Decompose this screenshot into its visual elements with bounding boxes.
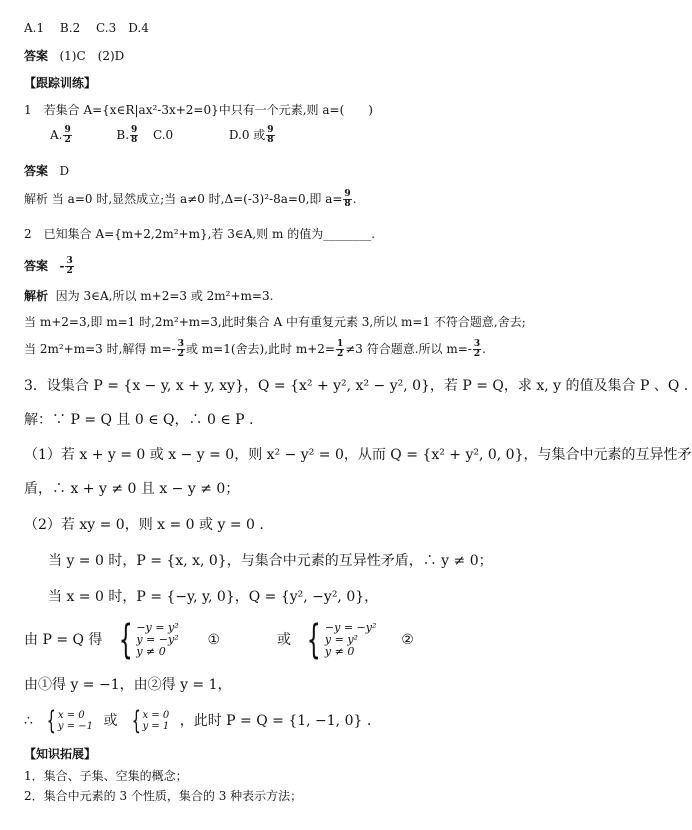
frac-num: 1	[336, 339, 344, 349]
analysis-2-line	[24, 288, 273, 304]
part-2-line-2: 当 y = 0 时，P = {x, x, 0}，与集合中元素的互异性矛盾，∴ y ≠ 0；	[48, 553, 493, 569]
system-line	[24, 618, 414, 662]
answer-label: 答案	[24, 49, 49, 63]
question-1: 1 若集合 A={x∈R|ax²-3x+2=0}中只有一个元素,则 a=( )	[24, 103, 373, 117]
knowledge-heading: 【知识拓展】	[24, 747, 97, 761]
equation-system-2	[301, 617, 377, 663]
final-line	[24, 706, 371, 736]
answer-2-line	[24, 163, 69, 179]
frac-den: 2	[473, 349, 481, 359]
result-line: 由①得 y = −1，由②得 y = 1，	[24, 677, 232, 693]
case-2-mid2: ≠3 符合题意.所以 m=-	[345, 342, 472, 356]
frac-den: 8	[131, 135, 138, 145]
fraction-3-2	[473, 340, 481, 359]
brace-icon: {	[47, 706, 57, 736]
brace-icon: {	[131, 706, 141, 736]
fraction-9-8	[130, 126, 138, 145]
system-row: y = −y²	[136, 633, 179, 646]
system-row: y ≠ 0	[324, 645, 355, 658]
tracking-heading: 【跟踪训练】	[24, 76, 97, 90]
frac-num: 9	[344, 189, 351, 199]
part-2-line-3: 当 x = 0 时，P = {−y, y, 0}，Q = {y², −y², 0}，	[48, 589, 379, 605]
minus-sign: -	[59, 259, 65, 273]
fraction-1-2	[336, 340, 344, 359]
equation-tag-2: ②	[401, 632, 414, 648]
system-prefix: 由 P = Q 得	[24, 632, 103, 648]
answer-3-line	[24, 257, 75, 276]
top-options	[24, 20, 149, 36]
final-system-2	[128, 708, 169, 734]
question-1-options	[50, 126, 276, 145]
case-2-pre: 当 2m²+m=3 时,解得 m=-	[24, 342, 176, 356]
or-word: 或	[276, 632, 291, 648]
analysis-1-line: 解析 当 a=0 时,显然成立;当 a≠0 时,Δ=(-3)²-8a=0,即 a= $\frac{9}{8}$ .	[24, 189, 357, 209]
solution-intro: 解：∵ P = Q 且 0 ∈ Q，∴ 0 ∈ P .	[24, 412, 254, 428]
options-text: A.1 B.2 C.3 D.4	[24, 21, 149, 35]
brace-icon: {	[307, 617, 322, 663]
knowledge-item-1: 1．集合、子集、空集的概念；	[24, 769, 188, 783]
equation-system-1	[113, 617, 179, 663]
frac-den: 8	[267, 135, 274, 145]
case-1: 当 m+2=3,即 m=1 时,2m²+m=3,此时集合 A 中有重复元素 3,所以 m=1 不符合题意,舍去;	[24, 315, 526, 329]
system-row: −y = y²	[136, 621, 179, 634]
case-2-mid: 或 m=1(舍去),此时 m+2=	[185, 342, 335, 356]
analysis-text: 因为 3∈A,所以 m+2=3 或 2m²+m=3.	[55, 289, 274, 303]
system-row: x = 0	[57, 710, 85, 721]
knowledge-item-2: 2．集合中元素的 3 个性质，集合的 3 种表示方法；	[24, 789, 303, 803]
answer-label: 答案	[24, 164, 49, 178]
final-suffix: ，此时 P = Q = {1, −1, 0} .	[179, 713, 372, 729]
fraction-9-8	[343, 190, 351, 209]
system-row: x = 0	[142, 710, 170, 721]
part-2-line-1: （2）若 xy = 0，则 x = 0 或 y = 0 .	[24, 517, 264, 533]
frac-den: 2	[64, 135, 71, 145]
question-2: 2 已知集合 A={m+2,2m²+m},若 3∈A,则 m 的值为________.	[24, 227, 376, 241]
option-a-label: A.	[50, 128, 63, 142]
system-row: y = −1	[57, 721, 94, 732]
analysis-label: 解析	[24, 289, 49, 303]
frac-den: 2	[66, 266, 73, 276]
frac-num: 9	[131, 125, 138, 135]
option-b-label: B.	[116, 128, 130, 142]
analysis-text: 当 a=0 时,显然成立;当 a≠0 时,Δ=(-3)²-8a=0,即 a=	[51, 192, 343, 206]
frac-den: 8	[344, 199, 351, 209]
fraction-3-2	[65, 257, 73, 276]
fraction-9-2	[63, 126, 71, 145]
case-2: 当 2m²+m=3 时,解得 m=- $\frac{3}{2}$ 或 m=1(舍去),此时 m+2= $\frac{1}{2}$ ≠3 符合题意.所以 m=- $\frac{3}{2}$ .	[24, 339, 486, 359]
option-c-label: C.0	[152, 128, 174, 142]
answer-text: (1)C (2)D	[59, 49, 125, 63]
analysis-label: 解析	[24, 192, 49, 206]
frac-num: 9	[267, 125, 274, 135]
system-rows	[143, 708, 170, 734]
brace-icon: {	[118, 617, 133, 663]
system-row: y = y²	[324, 633, 358, 646]
or-word: 或	[103, 713, 118, 729]
part-1-line-1: （1）若 x + y = 0 或 x − y = 0，则 x² − y² = 0，从而 Q = {x² + y², 0, 0}，与集合中元素的互异性矛	[24, 447, 692, 463]
therefore-symbol: ∴	[24, 713, 33, 729]
answer-label: 答案	[24, 259, 49, 273]
frac-den: 2	[336, 349, 344, 359]
part-1-line-2: 盾，∴ x + y ≠ 0 且 x − y ≠ 0；	[24, 481, 240, 497]
final-system-1	[43, 708, 93, 734]
system-rows	[325, 620, 376, 660]
answer-text: D	[59, 164, 70, 178]
fraction-3-2	[177, 340, 185, 359]
frac-den: 2	[177, 349, 184, 359]
equation-tag-1: ①	[207, 632, 221, 648]
system-rows	[58, 708, 93, 734]
frac-num: 9	[64, 125, 71, 135]
frac-num: 3	[473, 339, 481, 349]
system-row: y = 1	[142, 721, 170, 732]
frac-num: 3	[66, 256, 73, 266]
option-d-label: D.0 或	[228, 128, 266, 142]
answer-1-line	[24, 48, 124, 64]
system-rows	[136, 620, 178, 660]
question-3: 3．设集合 P = {x − y, x + y, xy}，Q = {x² + y², x² − y², 0}，若 P = Q，求 x, y 的值及集合 P 、Q .	[24, 378, 689, 394]
system-row: y ≠ 0	[136, 645, 166, 658]
system-row: −y = −y²	[324, 621, 377, 634]
frac-num: 3	[177, 339, 184, 349]
fraction-9-8	[266, 126, 274, 145]
